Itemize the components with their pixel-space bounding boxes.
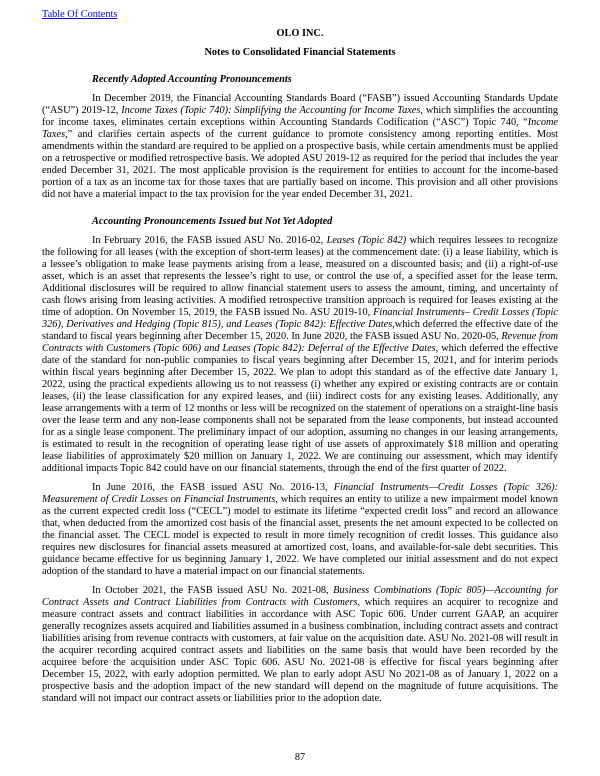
- section-heading: Recently Adopted Accounting Pronouncements: [92, 74, 292, 85]
- italic-text-run: Business Combinations (Topic 805)—Accounting for Contract Assets and Contract Liabilities from Contracts with Customers: [42, 585, 558, 608]
- table-of-contents-link[interactable]: Table Of Contents: [42, 9, 118, 20]
- italic-text-run: Income Taxes,: [42, 117, 558, 140]
- toc-link-row: [42, 9, 558, 21]
- text-run: In June 2016, the FASB issued ASU No. 2016-13,: [92, 482, 334, 493]
- paragraph: [42, 235, 558, 475]
- text-run: , which requires an acquirer to recognize and measure contract assets and contract liabilities in accordance with ASC Topic 606. Under current GAAP, an acquirer generally recognizes assets acquired and liabilities assumed in a business combination, including contract assets and contract liabilities arising from revenue contracts with customers, at fair value on the acquisition date. ASU No. 2021-08 will result in the acquirer recording acquired contract assets and liabilities on the same basis that would have been recorded by the acquiree before the acquisition under ASC Topic 606. ASU No. 2021-08 is effective for fiscal years beginning after December 15, 2022, with early adoption permitted. We plan to early adopt ASU No 2021-08 as of January 1, 2022 on a prospective basis and the adoption impact of the new standard will depend on the magnitude of future acquisitions. The standard will not impact our contract assets or liabilities prior to the adoption date.: [42, 597, 558, 704]
- page-number: 87: [294, 752, 306, 763]
- italic-text-run: Financial Instruments—Credit Losses (Topic 326): Measurement of Credit Losses on Financial Instruments: [42, 482, 558, 505]
- paragraph: [42, 93, 558, 201]
- italic-text-run: Financial Instruments– Credit Losses (Topic 326), Derivatives and Hedging (Topic 815), and Leases (Topic 842): Effective Dates: [42, 307, 558, 330]
- italic-text-run: Revenue from Contracts with Customers (Topic 606) and Leases (Topic 842): Deferral of the Effective Dates: [42, 331, 558, 354]
- document-body: [42, 74, 558, 705]
- text-run: , which simplifies the accounting for income taxes, eliminates certain exceptions within Accounting Standards Codification (“ASC”) Topic 740, “: [42, 105, 558, 128]
- text-run: , which deferred the effective date of the standard for non-public companies to fiscal years beginning after December 15, 2021, and for interim periods within fiscal years beginning after December 15, 2022. We plan to adopt this standard as of the effective date January 1, 2022, using the practical expedients allowing us to not reassess (i) whether any expired or existing contracts are or contain leases, (ii) the lease classification for any expired leases, and (iii) indirect costs for any existing leases. Additionally, any lease arrangements with a term of 12 months or less will be recognized on the statement of operations on a straight-line basis over the lease term and any non-lease components shall not be separated from the lease components, but instead accounted for as a single lease component. The preliminary impact of our adoption, assuming no changes in our leasing arrangements, is estimated to result in the recognition of operating lease right of use assets of approximately $18 million and operating lease liabilities of approximately $20 million on January 1, 2022. We are continuing our assessment, which may identify additional impacts Topic 842 could have on our financial statements, through the end of the first quarter of 2022.: [42, 343, 558, 474]
- italic-text-run: Income Taxes (Topic 740): Simplifying the Accounting for Income Taxes: [121, 105, 421, 116]
- section-heading: Accounting Pronouncements Issued but Not Yet Adopted: [92, 216, 333, 227]
- text-run: In October 2021, the FASB issued ASU No. 2021-08,: [92, 585, 334, 596]
- text-run: ,which deferred the effective date of the standard to fiscal years beginning after December 15, 2020. In June 2020, the FASB issued ASU No. 2020-05,: [42, 319, 559, 342]
- company-name: OLO INC.: [276, 28, 324, 39]
- text-run: ” and clarifies certain aspects of the current guidance to promote consistency among reporting entities. Most amendments within the standard are required to be applied on a prospective basis, while certain amendments must be applied on a retrospective or modified retrospective basis. We adopted ASU 2019-12 as required for the period that includes the year ended December 31, 2021. The most applicable provision is the requirement for entities to account for the income-based portion of a tax as an income tax for those taxes that are partially based on income. This provision and all other provisions did not have a material impact to the tax provision for the year ended December 31, 2021.: [42, 129, 558, 200]
- paragraph: [42, 585, 558, 705]
- text-run: which requires lessees to recognize the following for all leases (with the exception of short-term leases) at the commencement date: (i) a lease liability, which is a lessee’s obligation to make lease payments arising from a lease, measured on a discounted basis; and (ii) a right-of-use asset, which is an asset that represents the lessee’s right to use, or control the use of, a specified asset for the lease term. Additional disclosures will be required to allow financial statement users to assess the amount, timing, and uncertainty of cash flows arising from leasing activities. A modified retrospective transition approach is required for leases existing at the time of adoption. On November 15, 2019, the FASB issued No. ASU 2019-10,: [42, 235, 558, 318]
- document-title: Notes to Consolidated Financial Statements: [204, 47, 396, 58]
- text-run: , which requires an entity to utilize a new impairment model known as the current expected credit loss (“CECL”) model to estimate its lifetime “expected credit loss” and record an allowance that, when deducted from the amortized cost basis of the financial asset, presents the net amount expected to be collected on the financial asset. The CECL model is expected to result in more timely recognition of credit losses. This guidance also requires new disclosures for financial assets measured at amortized cost, loans, and available-for-sale debt securities. This guidance became effective for us beginning January 1, 2022. We have completed our initial assessment and do not expect adoption of the standard to have a material impact on our financial statements.: [42, 494, 558, 577]
- text-run: In December 2019, the Financial Accounting Standards Board (“FASB”) issued Accounting Standards Update (“ASU”) 2019-12,: [42, 93, 558, 116]
- italic-text-run: Leases (Topic 842): [326, 235, 407, 246]
- paragraph: [42, 482, 558, 578]
- text-run: In February 2016, the FASB issued ASU No. 2016-02,: [92, 235, 327, 246]
